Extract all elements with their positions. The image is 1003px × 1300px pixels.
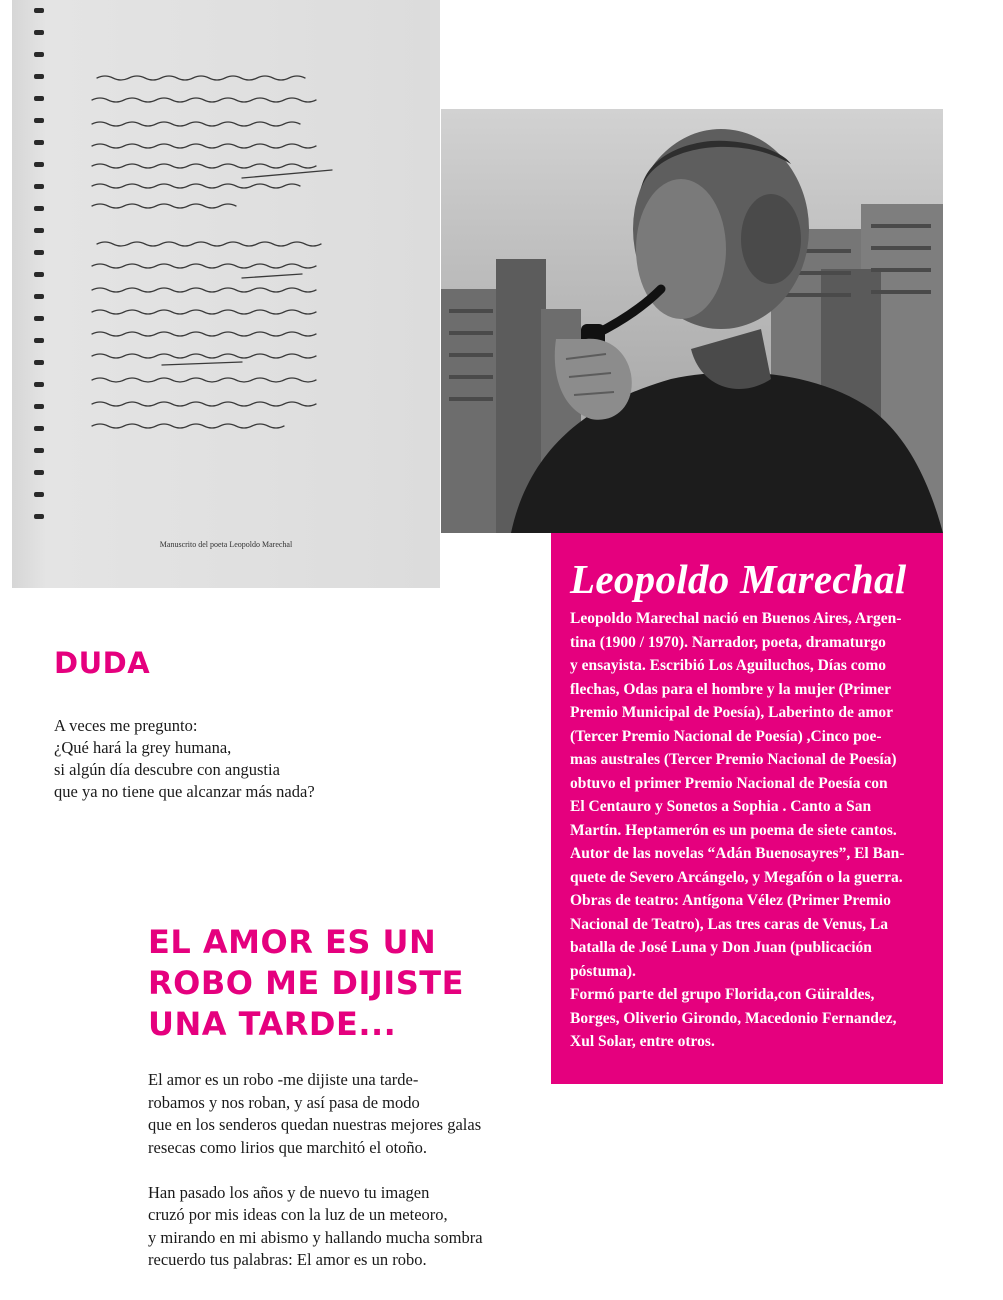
portrait-photo <box>441 109 943 533</box>
portrait-drawing <box>441 109 943 533</box>
handwritten-lines <box>92 76 332 428</box>
poem-text-duda: A veces me pregunto: ¿Qué hará la grey humana, si algún día descubre con angustia que ya no tiene que alcanzar más nada? <box>54 716 315 801</box>
spiral-binding <box>34 8 44 519</box>
poem-text-amor: El amor es un robo -me dijiste una tarde- robamos y nos roban, y así pasa de modo que en los senderos quedan nuestras mejores galas resecas como lirios que marchitó el otoño. Han pasado los años y de nuevo tu imagen cruzó por mis ideas con la luz de un meteoro, y mirando en mi abismo y hallando mucha sombra recuerdo tus palabras: El amor es un robo. <box>148 1070 483 1269</box>
author-name: Leopoldo Marechal <box>570 556 907 602</box>
poem-title-amor: EL AMOR ES UN ROBO ME DIJISTE UNA TARDE... <box>148 923 464 1043</box>
biography-box <box>551 533 943 1084</box>
poem-title-duda: DUDA <box>54 646 151 680</box>
biography-text: Leopoldo Marechal nació en Buenos Aires, Argen- tina (1900 / 1970). Narrador, poeta, dramaturgo y ensayista. Escribió Los Aguiluchos, Días como flechas, Odas para el hombre y la mujer (Primer Premio Municipal de Poesía), Laberinto de amor (Tercer Premio Nacional de Poesía) ,Cinco poe- mas australes (Tercer Premio Nacional de Poesía) obtuvo el primer Premio Nacional de Poesía con El Centauro y Sonetos a Sophia . Canto a San Martín. Heptamerón es un poema de siete cantos. Autor de las novelas “Adán Buenosayres”, El Ban- quete de Severo Arcángelo, y Megafón o la guerra. Obras de teatro: Antígona Vélez (Primer Premio Nacional de Teatro), Las tres caras de Venus, La batalla de José Luna y Don Juan (publicación póstuma). Formó parte del grupo Florida,con Güiraldes, Borges, Oliverio Girondo, Macedonio Fernandez, Xul Solar, entre otros. <box>570 610 905 1050</box>
manuscript-image <box>12 0 440 588</box>
manuscript-drawing <box>12 0 440 588</box>
manuscript-caption: Manuscrito del poeta Leopoldo Marechal <box>159 540 293 549</box>
